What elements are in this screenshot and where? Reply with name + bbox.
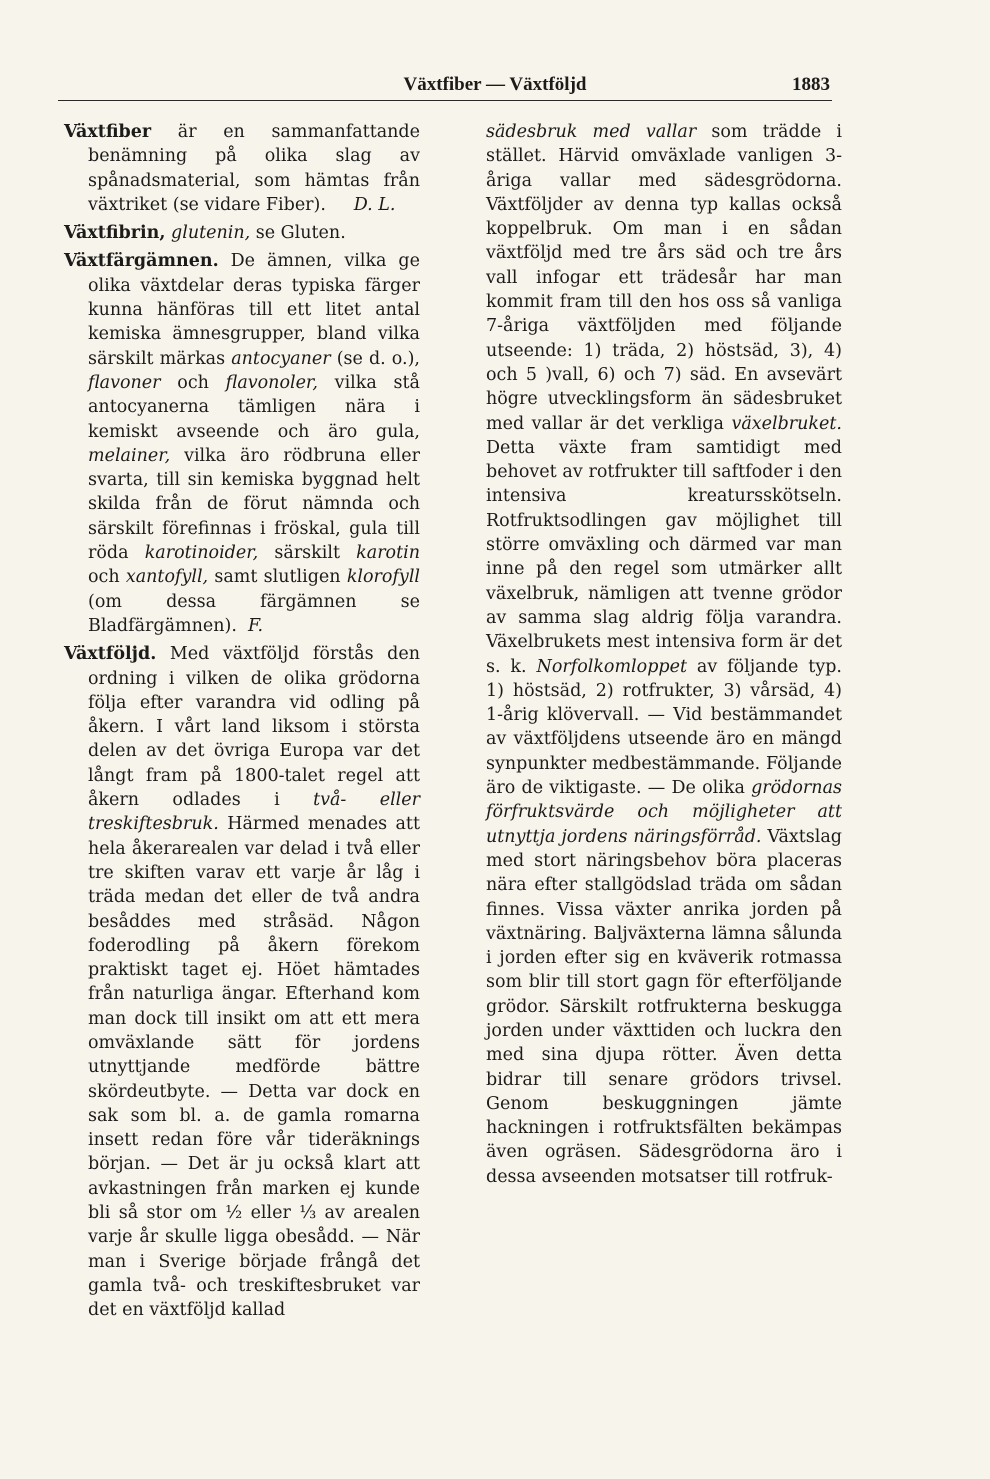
entry-italic: sädesbruk med vallar <box>486 122 697 142</box>
entry-italic: klorofyll <box>346 567 421 588</box>
entry-text: Växtslag med stort näringsbehov böra placeras nära efter stallgödslad träda om sådan finnes. Vissa växter anrika jorden på växtnäring. Baljväxterna lämna sålunda i jorden efter sig en kväverik rotmassa som blir till stort gagn för efterföljande grödor. Särskilt rotfrukterna beskugga jorden under växttiden och luckra den med sina djupa rötter. Även detta bidrar till senare grödors trivsel. Genom beskuggningen jämte hackningen i rotfruktsfälten bekämpas även ogräsen. Sädesgrödorna äro i dessa avseenden motsatser till rotfruk- <box>486 826 842 1187</box>
entry-text: särskilt <box>258 543 357 564</box>
entry-vaxtfargamnen <box>64 249 420 638</box>
entry-text: Med växtföljd förstås den ordning i vilken de olika grödorna följa efter varandra vid odling på åkern. I vårt land liksom i största delen av det övriga Europa var det långt fram på 1800-talet regel att åkern odlades i <box>88 644 420 811</box>
headword: Växtfiber <box>64 122 152 142</box>
entry-text: och <box>88 567 126 588</box>
entry-text: av följande typ. 1) höstsäd, 2) rotfrukter, 3) vårsäd, 4) 1-årig klövervall. — Vid bestämmandet av växtföljdens utseende äro en mängd synpunkter medbestämmande. Följande äro de viktigaste. — De olika <box>486 656 842 799</box>
entry-text: (se d. o.), <box>330 348 420 369</box>
entry-italic: Norfolkomloppet <box>536 656 687 677</box>
entry-italic: karotin <box>356 543 420 564</box>
entry-text: och <box>160 372 226 393</box>
entry-italic: två- eller treskiftesbruk. <box>88 790 420 835</box>
entry-text: vilka stå antocyanerna tämligen nära i kemiskt avseende och äro gula, <box>88 372 420 442</box>
entry-text: är en sammanfattande benämning på olika slag av spånadsmaterial, som hämtas från växtriket (se vidare Fiber). <box>88 122 420 215</box>
headword: Växtfärgämnen. <box>64 251 219 272</box>
running-header: Växtfiber — Växtföljd <box>403 74 587 95</box>
entry-text: som trädde i stället. Härvid omväxlade vanligen 3-åriga vallar med sädesgrödorna. Växtföljder av denna typ kallas också koppelbruk. Om man i en sådan växtföljd med tre års säd och tre års vall infogar ett trädesår har man kommit fram till den hos oss så vanliga 7-åriga växtföljden med följande utseende: 1) träda, 2) höstsäd, 3), 4) och 5 )vall, 6) och 7) säd. En avsevärt högre utvecklingsform än sädesbruket med vallar är det verkliga <box>486 122 842 434</box>
headword: Växtfibrin, <box>64 223 166 244</box>
entry-italic: karotinoider, <box>144 543 259 564</box>
entry-vaxtfibrin <box>64 221 420 245</box>
page-number: 1883 <box>792 74 830 95</box>
author-signature: D. L. <box>353 194 396 215</box>
entry-text: De ämnen, vilka ge olika växtdelar deras typiska färger kunna hänföras till ett litet antal kemiska ämnesgrupper, bland vilka särskilt märkas <box>88 251 420 369</box>
entry-italic: melainer, <box>88 445 171 466</box>
entry-italic: flavoner <box>88 372 161 393</box>
header-rule <box>58 100 832 101</box>
entry-text: (om dessa färgämnen se Bladfärgämnen). <box>88 591 420 636</box>
entry-italic: växelbruket. <box>731 413 842 434</box>
entry-vaxtfoljd-continued <box>486 120 842 1189</box>
entry-text: samt slutligen <box>208 567 347 588</box>
entry-italic: glutenin, <box>165 223 251 244</box>
entry-text: Detta växte fram samtidigt med behovet av rotfrukter till saftfoder i den intensiva kreatursskötseln. Rotfruktsodlingen gav möjlighet till större omväxling och därmed var man inne på den regel som utmärker allt växelbruk, nämligen att tvenne grödor av samma slag aldrig följa varandra. Växelbrukets mest intensiva form är det s. k. <box>486 437 842 677</box>
entry-italic: flavonoler, <box>225 372 318 393</box>
entry-text: Härmed menades att hela åkerarealen var delad i två eller tre skiften varav ett varje år låg i träda medan det eller de två andra besåddes med stråsäd. Någon foderodling på åkern förekom praktiskt taget ej. Höet hämtades från naturliga ängar. Efterhand kom man dock till insikt om att ett mera omväxlande sätt för jordens utnyttjande medförde bättre skördeutbyte. — Detta var dock en sak som bl. a. de gamla romarna insett redan före vår tideräknings början. — Det är ju också klart att avkastningen från marken ej kunde bli så stor om ½ eller ⅓ av arealen varje år skulle ligga obesådd. — När man i Sverige började frångå det gamla två- och treskiftesbruket var det en växtföljd kallad <box>88 814 420 1321</box>
headword: Växtföljd. <box>64 644 157 665</box>
entry-vaxtfoljd <box>64 642 420 1322</box>
entry-text: vilka äro rödbruna eller svarta, till sin kemiska byggnad helt skilda från de förut nämnda och särskilt förefinnas i fröskal, gula till röda <box>88 445 420 564</box>
entry-italic: antocyaner <box>231 348 331 369</box>
left-column <box>64 120 420 1327</box>
entry-italic: grödornas förfruktsvärde och möjligheter att utnyttja jordens näringsförråd. <box>486 778 842 847</box>
entry-italic: xantofyll, <box>125 567 209 588</box>
author-signature: F. <box>248 615 264 636</box>
entry-text: se Gluten. <box>250 223 346 244</box>
right-column <box>486 120 842 1189</box>
entry-vaxtfiber <box>64 120 420 217</box>
